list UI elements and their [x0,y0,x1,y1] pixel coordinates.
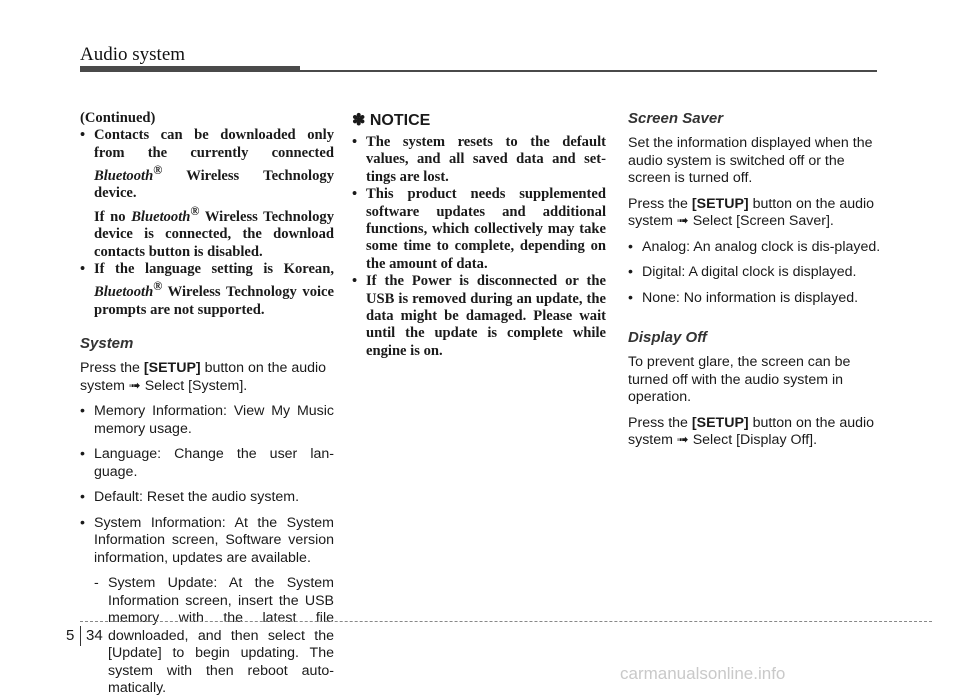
watermark: carmanualsonline.info [620,664,786,683]
system-item: • System Information: At the System Information screen, Software version information, updates are available. [80,515,334,568]
header-rule-thin [300,70,877,72]
notice-item: • If the Power is disconnected or the USB is removed during an update, the data might be damaged. Please wait until the update is complete while engine is on. [352,273,606,360]
notice-item: • This product needs supplemented software updates and additional functions, which collectively may take some time to complete, depending on the amount of data. [352,186,606,273]
display-off-description: To prevent glare, the screen can be turned off with the audio system in operation. [628,354,851,405]
screen-saver-section [628,135,882,307]
column-middle [352,110,606,360]
display-off-section [628,354,882,450]
screen-saver-item: • Analog: An analog clock is dis-played. [628,239,882,257]
continued-label: (Continued) [80,110,156,126]
bullet-contacts: • Contacts can be downloaded only from the currently connected Bluetooth® Wireless Technology device. If no Bluetooth® Wireless Technology device is connected, the download contacts button is disabled. [80,127,334,261]
page-header-title: Audio system [80,44,186,65]
notice-list [352,134,606,360]
column-left [80,110,334,698]
screen-saver-instruction: Press the [SETUP] button on the audio system ➟ Select [Screen Saver]. [628,195,875,229]
section-heading-system: System [80,335,134,353]
page-number-separator [80,626,81,646]
display-off-instruction: Press the [SETUP] button on the audio system ➟ Select [Display Off]. [628,414,875,448]
column-right [628,110,882,450]
system-instruction: Press the [SETUP] button on the audio system ➟ Select [System]. [80,360,327,394]
header-rule-thick [80,66,300,72]
system-item: • Default: Reset the audio system. [80,489,334,507]
footer-rule [80,621,932,622]
system-sub-item: - System Update: At the System Information screen, insert the USB memory with the latest file downloaded, and then select the [Update] to begin updating. The system with then reboot auto-matically. [94,575,334,698]
system-item: • Language: Change the user lan-guage. [80,446,334,481]
system-item: • Memory Information: View My Music memory usage. [80,403,334,438]
chapter-number: 5 [66,627,75,644]
section-heading-display-off: Display Off [628,329,707,346]
section-heading-screen-saver: Screen Saver [628,110,724,127]
screen-saver-item: • None: No information is displayed. [628,290,882,308]
bullet-language-korean: • If the language setting is Korean, Bluetooth® Wireless Technology voice prompts are not supported. [80,261,334,319]
notice-item: • The system resets to the default values, and all saved data and set-tings are lost. [352,134,606,186]
page-number: 34 [86,627,103,644]
notice-heading: ✽ NOTICE [352,112,431,129]
screen-saver-item: • Digital: A digital clock is displayed. [628,264,882,282]
screen-saver-description: Set the information displayed when the audio system is switched off or the screen is turned off. [628,135,873,186]
system-section [80,360,334,698]
